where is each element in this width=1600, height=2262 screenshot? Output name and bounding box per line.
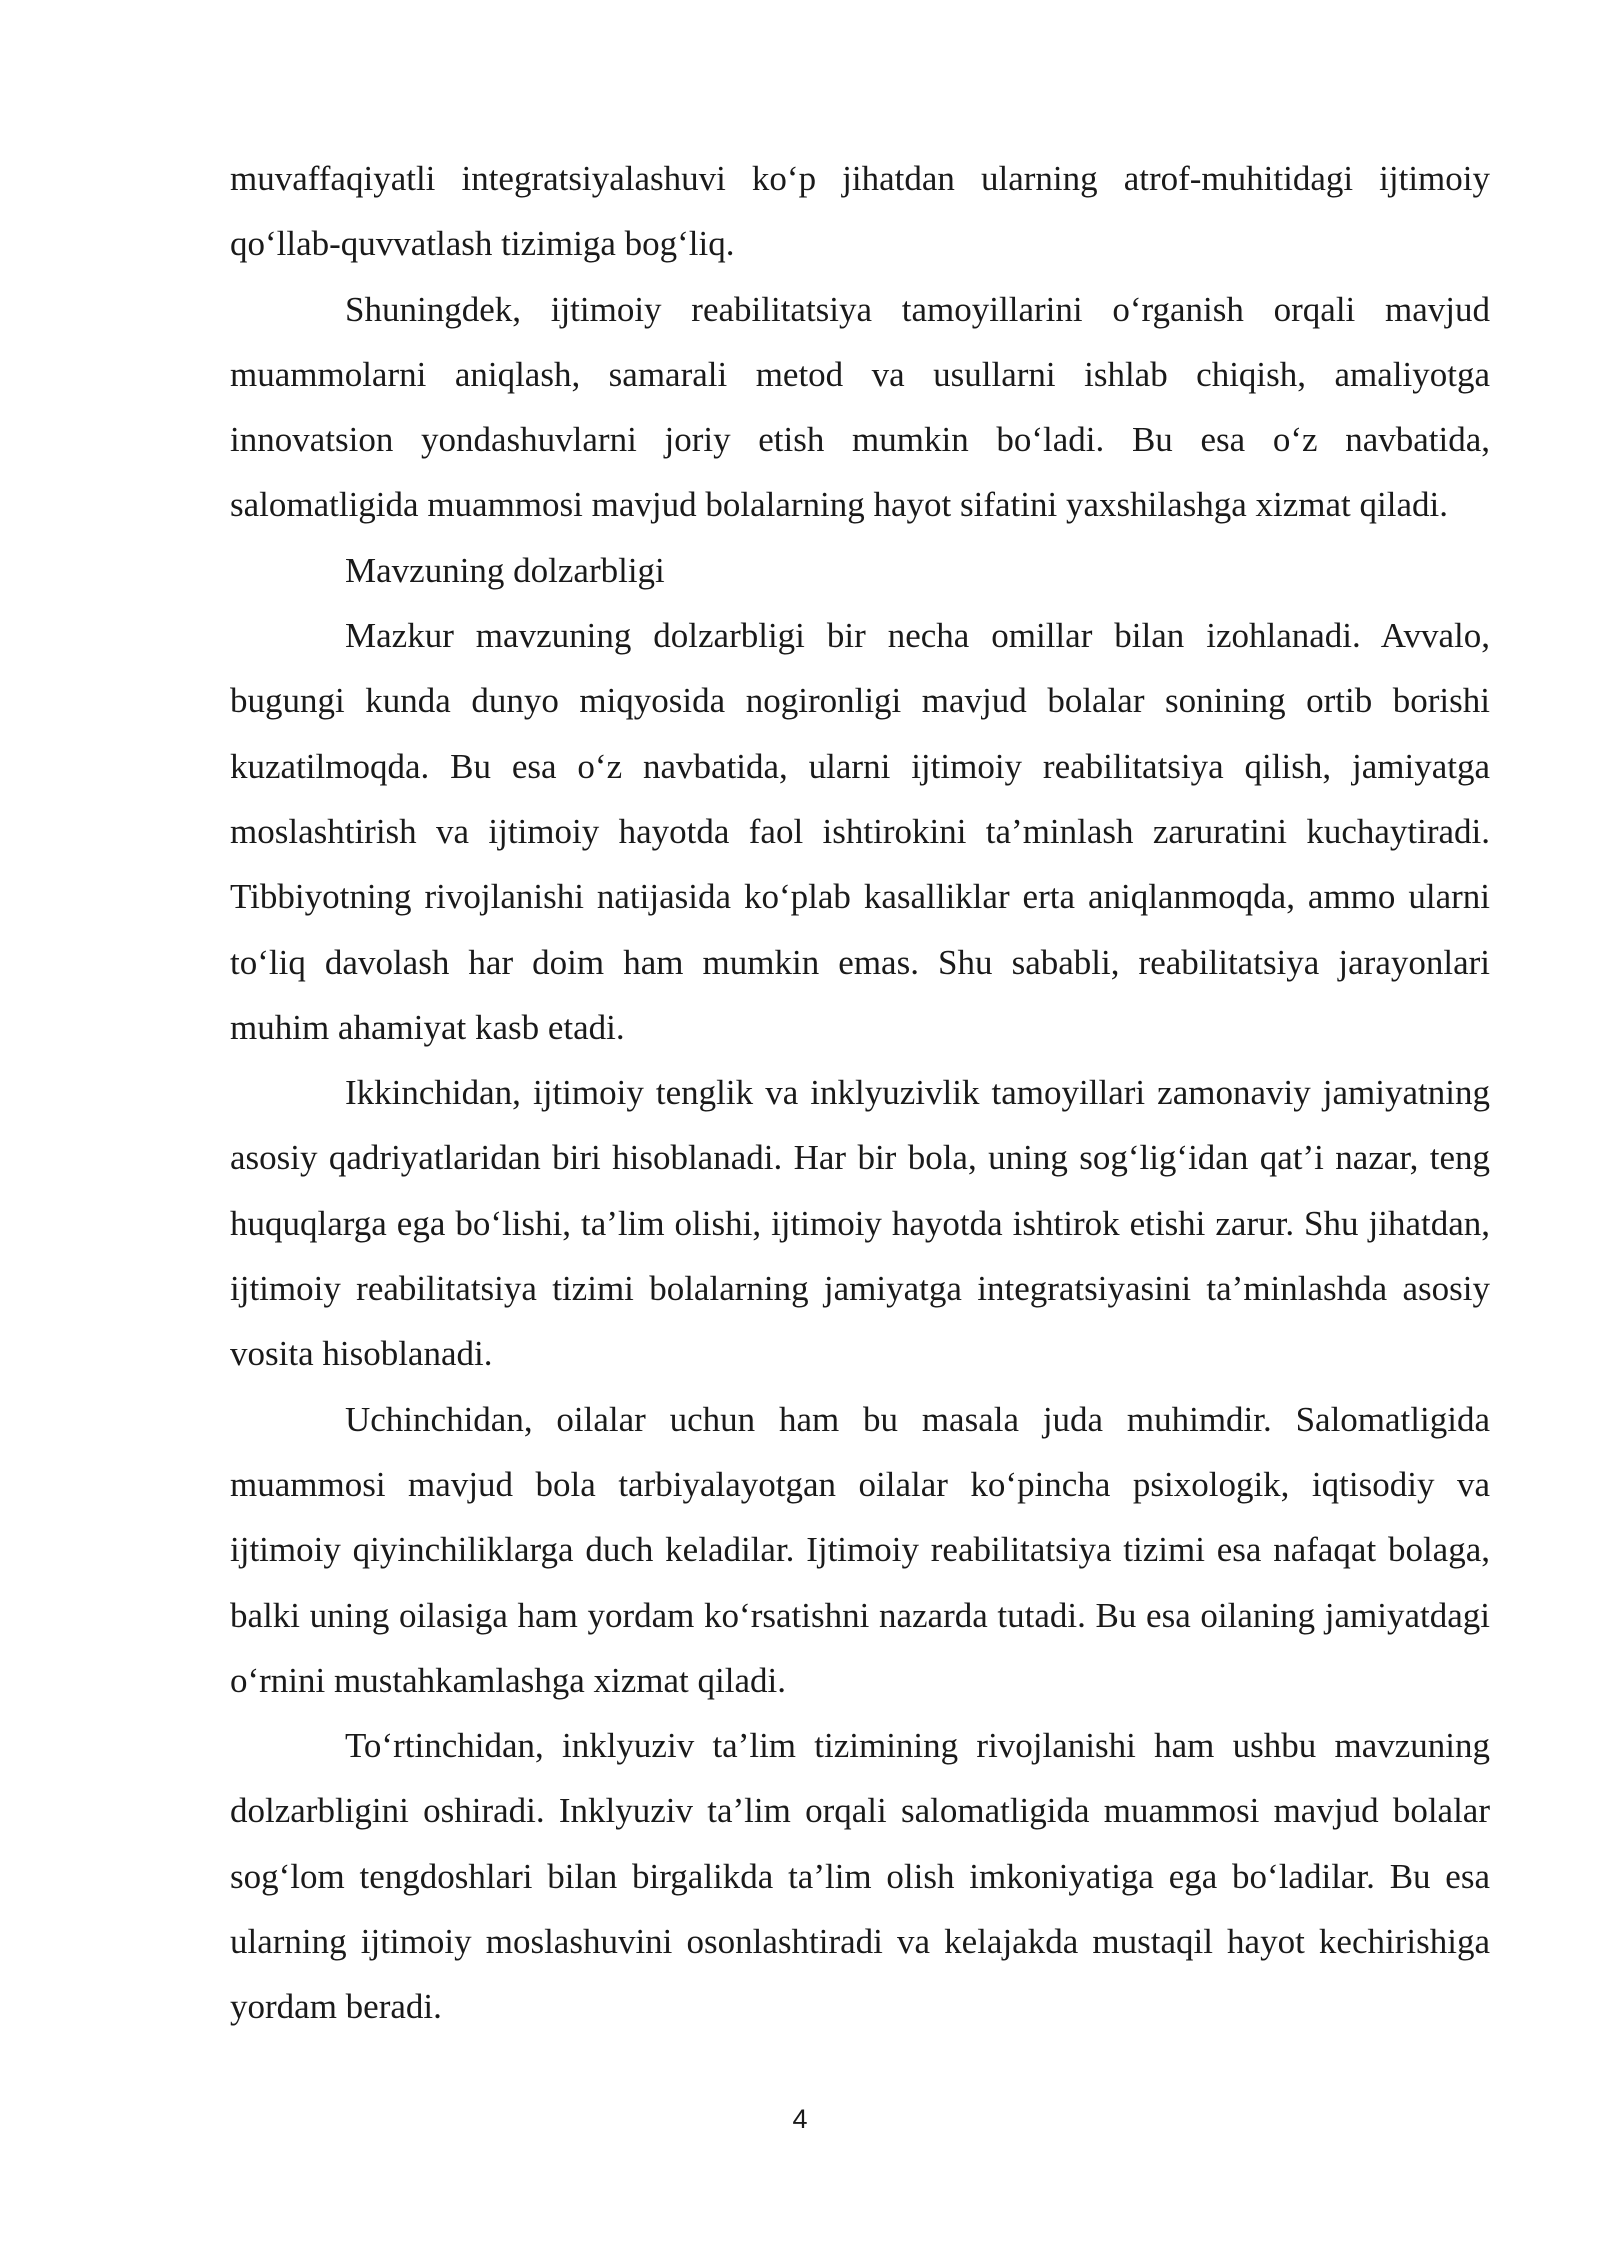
body-text <box>230 146 1490 2040</box>
page-number: 4 <box>792 2104 808 2134</box>
paragraph: Uchinchidan, oilalar uchun ham bu masala juda muhimdir. Salomatligida muammosi mavjud bola tarbiyalayotgan oilalar ko‘pincha psixologik, iqtisodiy va ijtimoiy qiyinchiliklarga duch keladilar. Ijtimoiy reabilitatsiya tizimi esa nafaqat bolaga, balki uning oilasiga ham yordam ko‘rsatishni nazarda tutadi. Bu esa oilaning jamiyatdagi o‘rnini mustahkamlashga xizmat qiladi. <box>230 1399 1490 1700</box>
paragraph: Ikkinchidan, ijtimoiy tenglik va inklyuzivlik tamoyillari zamonaviy jamiyatning asosiy qadriyatlaridan biri hisoblanadi. Har bir bola, uning sog‘lig‘idan qat’i nazar, teng huquqlarga ega bo‘lishi, ta’lim olishi, ijtimoiy hayotda ishtirok etishi zarur. Shu jihatdan, ijtimoiy reabilitatsiya tizimi bolalarning jamiyatga integratsiyasini ta’minlashda asosiy vosita hisoblanadi. <box>230 1073 1490 1374</box>
paragraph: Mazkur mavzuning dolzarbligi bir necha omillar bilan izohlanadi. Avvalo, bugungi kunda dunyo miqyosida nogironligi mavjud bolalar sonining ortib borishi kuzatilmoqda. Bu esa o‘z navbatida, ularni ijtimoiy reabilitatsiya qilish, jamiyatga moslashtirish va ijtimoiy hayotda faol ishtirokini ta’minlash zaruratini kuchaytiradi. Tibbiyotning rivojlanishi natijasida ko‘plab kasalliklar erta aniqlanmoqda, ammo ularni to‘liq davolash har doim ham mumkin emas. Shu sababli, reabilitatsiya jarayonlari muhim ahamiyat kasb etadi. <box>230 616 1490 1047</box>
section-heading: Mavzuning dolzarbligi <box>345 550 665 590</box>
paragraph: To‘rtinchidan, inklyuziv ta’lim tizimining rivojlanishi ham ushbu mavzuning dolzarbligini oshiradi. Inklyuziv ta’lim orqali salomatligida muammosi mavjud bolalar sog‘lom tengdoshlari bilan birgalikda ta’lim olish imkoniyatiga ega bo‘ladilar. Bu esa ularning ijtimoiy moslashuvini osonlashtiradi va kelajakda mustaqil hayot kechirishiga yordam beradi. <box>230 1726 1490 2027</box>
paragraph-continuation: muvaffaqiyatli integratsiyalashuvi ko‘p jihatdan ularning atrof-muhitidagi ijtimoiy qo‘llab-quvvatlash tizimiga bog‘liq. <box>230 159 1490 264</box>
paragraph: Shuningdek, ijtimoiy reabilitatsiya tamoyillarini o‘rganish orqali mavjud muammolarni aniqlash, samarali metod va usullarni ishlab chiqish, amaliyotga innovatsion yondashuvlarni joriy etish mumkin bo‘ladi. Bu esa o‘z navbatida, salomatligida muammosi mavjud bolalarning hayot sifatini yaxshilashga xizmat qiladi. <box>230 289 1490 525</box>
